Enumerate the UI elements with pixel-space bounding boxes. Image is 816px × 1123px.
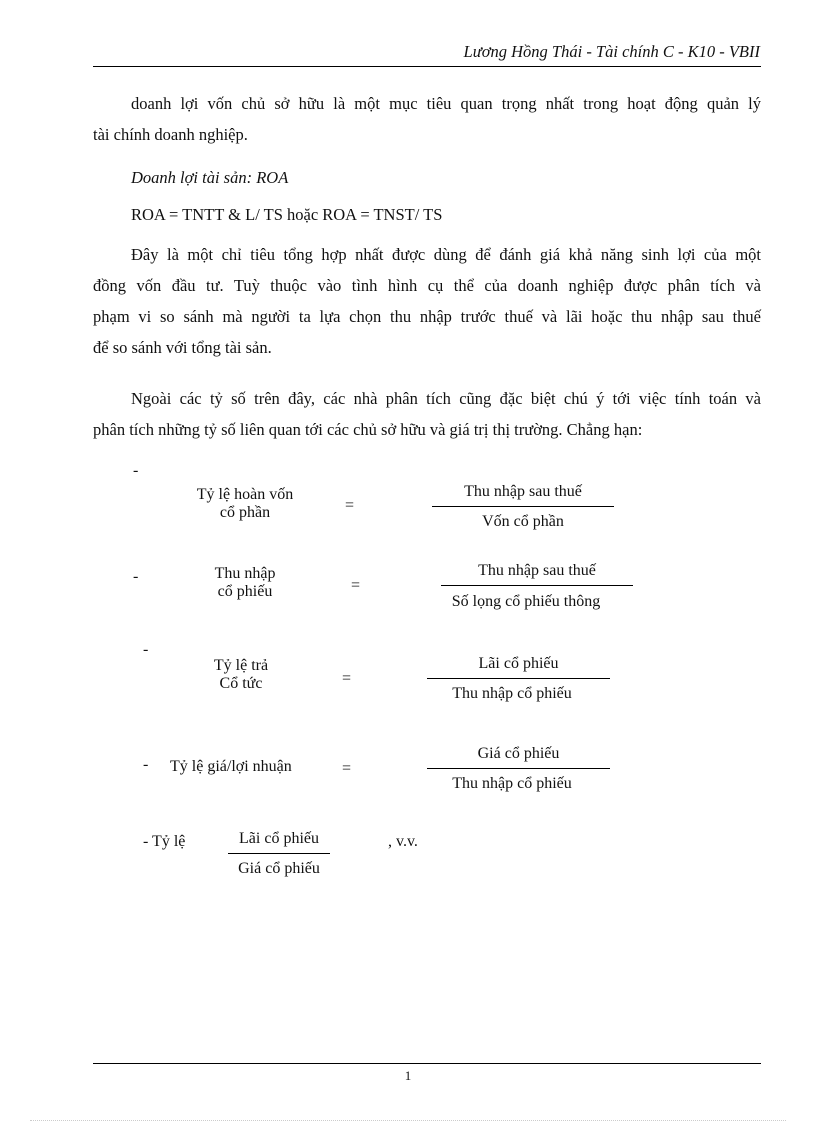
footer-rule [93,1063,761,1064]
paragraph-line: Ngoài các tỷ số trên đây, các nhà phân tích cũng đặc biệt chú ý tới việc tính toán và [131,389,761,408]
paragraph-roa-description [93,239,761,363]
formula-label-line: Tỷ lệ trả [213,657,269,674]
fraction-bar [432,506,614,507]
denominator: Vốn cổ phần [482,513,564,530]
paragraph-line: để so sánh với tổng tài sản. [93,338,272,357]
running-header: Lương Hồng Thái - Tài chính C - K10 - VBII [463,42,760,61]
fraction-bar [427,768,610,769]
bullet: - [143,641,149,658]
formula-label: Tỷ lệ giá/lợi nhuận [170,758,292,775]
numerator: Lãi cổ phiếu [478,655,559,672]
formula-label-line: Cổ tức [219,675,263,692]
formula-label-line: Tỷ lệ hoàn vốn [196,486,294,503]
paragraph-market-ratios [93,383,761,445]
formula-label [170,565,320,601]
header-rule [93,66,761,67]
formula-label [166,657,316,693]
formula-label [170,486,320,522]
page-edge-divider [30,1120,786,1121]
formula-prefix: - Tỷ lệ [143,833,186,850]
roa-heading: Doanh lợi tài sản: ROA [131,168,289,187]
denominator: Thu nhập cổ phiếu [452,775,572,792]
numerator: Lãi cổ phiếu [239,830,319,847]
numerator: Giá cổ phiếu [477,745,560,762]
denominator: Giá cổ phiếu [238,860,320,877]
denominator: Thu nhập cổ phiếu [452,685,572,702]
paragraph-line: đồng vốn đầu tư. Tuỳ thuộc vào tình hình cụ thể của doanh nghiệp được phân tích và [93,276,761,295]
numerator: Thu nhập sau thuế [478,562,596,579]
equals-sign: = [345,497,355,514]
page-number: 1 [404,1068,412,1083]
formula-suffix: , v.v. [388,833,418,850]
equals-sign: = [342,760,352,777]
paragraph-line: doanh lợi vốn chủ sở hữu là một mục tiêu quan trọng nhất trong hoạt động quản lý [131,94,761,113]
equals-sign: = [342,670,352,687]
paragraph-line: phạm vi so sánh mà người ta lựa chọn thu nhập trước thuế và lãi hoặc thu nhập sau thuế [93,307,761,326]
numerator: Thu nhập sau thuế [464,483,582,500]
bullet: - [143,756,149,773]
roa-formula: ROA = TNTT & L/ TS hoặc ROA = TNST/ TS [131,205,443,224]
paragraph-line: tài chính doanh nghiệp. [93,125,248,144]
paragraph-line: Đây là một chỉ tiêu tổng hợp nhất được dùng để đánh giá khả năng sinh lợi của một [131,245,761,264]
denominator: Số lọng cổ phiếu thông [451,593,601,610]
fraction-bar [427,678,610,679]
paragraph-line: phân tích những tỷ số liên quan tới các chủ sở hữu và giá trị thị trường. Chẳng hạn: [93,420,643,439]
fraction-bar [228,853,330,854]
formula-label-line: Thu nhập [214,565,276,582]
bullet: - [133,462,139,479]
bullet: - [133,568,139,585]
formula-label-line: cổ phiếu [217,583,273,600]
formula-label-line: cổ phần [219,504,271,521]
fraction-bar [441,585,633,586]
equals-sign: = [351,577,361,594]
paragraph-roe-conclusion [93,88,761,150]
